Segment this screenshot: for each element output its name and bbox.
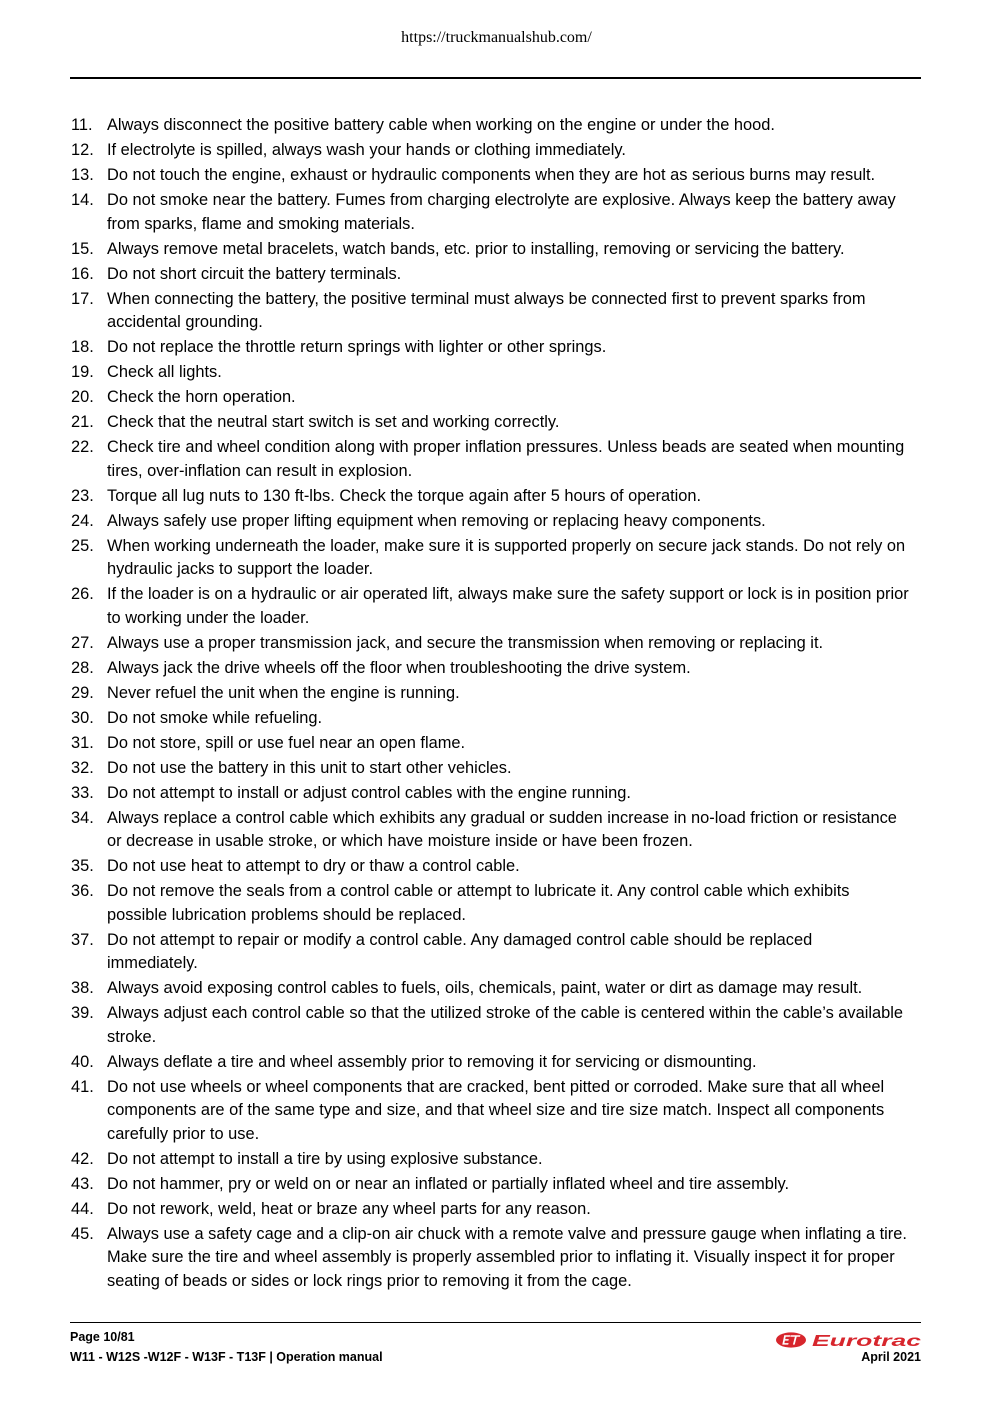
item-text-line: Always adjust each control cable so that the utilized stroke of the cable is centered within the cable’s available: [107, 1004, 904, 1022]
header-divider: [70, 77, 921, 79]
item-number: 32.: [71, 758, 94, 777]
list-item: [71, 189, 921, 236]
list-item: [71, 263, 921, 287]
item-text: [107, 535, 919, 582]
item-text-line: Always use a safety cage and a clip-on air chuck with a remote valve and pressure gauge when inflating a tire.: [107, 1224, 907, 1243]
list-item: [71, 238, 921, 262]
list-item: [71, 164, 921, 188]
item-number: 26.: [71, 585, 94, 603]
header-url: https://truckmanualshub.com/: [401, 29, 592, 46]
item-text-line: Do not remove the seals from a control cable or attempt to lubricate it. Any control cable which exhibits: [107, 882, 850, 900]
item-number: 18.: [71, 338, 94, 356]
item-text: [107, 657, 919, 681]
list-item: [71, 707, 921, 731]
item-text-line: Do not smoke while refueling.: [107, 708, 323, 727]
item-text-line: Do not use wheels or wheel components that are cracked, bent pitted or corroded. Make sure that all wheel: [107, 1077, 885, 1096]
list-item: [71, 583, 921, 630]
item-text-line: Always remove metal bracelets, watch bands, etc. prior to installing, removing or servicing the battery.: [107, 239, 845, 258]
item-number: 33.: [71, 783, 94, 802]
item-text-line: Check tire and wheel condition along with proper inflation pressures. Unless beads are seated when mounting: [107, 438, 905, 456]
item-number: 35.: [71, 857, 94, 875]
list-item: [71, 1148, 921, 1172]
item-text-line: Never refuel the unit when the engine is running.: [107, 683, 460, 702]
item-number: 23.: [71, 486, 94, 505]
item-number: 30.: [71, 708, 94, 727]
item-text-line: Do not attempt to repair or modify a control cable. Any damaged control cable should be replaced: [107, 930, 813, 949]
item-text-line: to working under the loader.: [107, 608, 310, 627]
document-title: W11 - W12S -W12F - W13F - T13F | Operation manual: [70, 1350, 383, 1364]
item-number: 12.: [71, 141, 94, 159]
item-text: [107, 361, 919, 385]
item-text-line: Always avoid exposing control cables to fuels, oils, chemicals, paint, water or dirt as damage may result.: [107, 979, 863, 997]
item-text: [107, 632, 919, 656]
list-item: [71, 114, 921, 138]
item-number: 31.: [71, 733, 94, 752]
list-item: [71, 855, 921, 879]
item-text-line: Do not use the battery in this unit to start other vehicles.: [107, 758, 512, 777]
item-text: [107, 782, 919, 806]
item-number: 29.: [71, 683, 94, 702]
list-item: [71, 1076, 921, 1147]
item-text-line: If the loader is on a hydraulic or air operated lift, always make sure the safety support or lock is in position prior: [107, 585, 909, 603]
item-number: 16.: [71, 264, 94, 283]
list-item: [71, 1002, 921, 1049]
item-text: [107, 682, 919, 706]
item-text: [107, 238, 919, 262]
item-number: 38.: [71, 979, 94, 997]
item-number: 20.: [71, 388, 94, 406]
item-number: 22.: [71, 438, 94, 456]
item-number: 41.: [71, 1077, 94, 1096]
list-item: [71, 1173, 921, 1197]
list-item: [71, 782, 921, 806]
list-item: [71, 757, 921, 781]
list-item: [71, 1223, 921, 1294]
item-text: [107, 189, 919, 236]
item-number: 27.: [71, 633, 94, 652]
eurotrac-oval-mark-icon: [776, 1332, 806, 1347]
item-text-line: When connecting the battery, the positive terminal must always be connected first to prevent sparks from: [107, 289, 866, 308]
item-text: [107, 732, 919, 756]
item-text: [107, 757, 919, 781]
item-number: 17.: [71, 289, 94, 308]
list-item: [71, 977, 921, 1001]
item-text-line: When working underneath the loader, make sure it is supported properly on secure jack stands. Do not rely on: [107, 536, 906, 555]
item-text-line: Always deflate a tire and wheel assembly prior to removing it for servicing or dismounting.: [107, 1052, 757, 1071]
item-number: 24.: [71, 511, 94, 530]
item-text-line: Always safely use proper lifting equipment when removing or replacing heavy components.: [107, 511, 766, 530]
list-item: [71, 732, 921, 756]
item-number: 40.: [71, 1052, 94, 1071]
item-number: 21.: [71, 413, 94, 431]
item-text-line: If electrolyte is spilled, always wash your hands or clothing immediately.: [107, 141, 626, 159]
list-item: [71, 807, 921, 854]
item-text-line: seating of beads or sides or lock rings prior to removing it from the cage.: [107, 1271, 632, 1290]
list-item: [71, 436, 921, 483]
list-item: [71, 682, 921, 706]
item-text: [107, 707, 919, 731]
item-text-line: Always disconnect the positive battery cable when working on the engine or under the hood.: [107, 116, 775, 134]
logo-wordmark: Eurotrac: [812, 1333, 922, 1349]
item-text-line: Check the horn operation.: [107, 388, 296, 406]
list-item: [71, 1051, 921, 1075]
item-text-line: Do not rework, weld, heat or braze any wheel parts for any reason.: [107, 1199, 591, 1218]
item-number: 45.: [71, 1224, 94, 1243]
item-text-line: possible lubrication problems should be replaced.: [107, 905, 466, 924]
footer-divider: [70, 1322, 921, 1323]
item-text-line: tires, over-inflation can result in explosion.: [107, 461, 413, 480]
list-item: [71, 361, 921, 385]
list-item: [71, 386, 921, 410]
list-item: [71, 510, 921, 534]
list-item: [71, 1198, 921, 1222]
item-text-line: components are of the same type and size, and that wheel size and tire size match. Inspect all components: [107, 1101, 885, 1119]
item-text: [107, 1051, 919, 1075]
list-item: [71, 880, 921, 927]
item-text-line: Do not hammer, pry or weld on or near an inflated or partially inflated wheel and tire assembly.: [107, 1174, 790, 1193]
item-text-line: hydraulic jacks to support the loader.: [107, 560, 374, 578]
item-number: 11.: [71, 116, 93, 134]
item-number: 37.: [71, 930, 94, 949]
list-item: [71, 139, 921, 163]
item-text: [107, 880, 919, 927]
item-text: [107, 929, 919, 976]
item-text-line: Always replace a control cable which exhibits any gradual or sudden increase in no-load friction or resistance: [107, 808, 897, 827]
item-text: [107, 1223, 919, 1294]
item-text-line: Torque all lug nuts to 130 ft-lbs. Check the torque again after 5 hours of operation.: [107, 486, 702, 505]
item-text: [107, 411, 919, 435]
item-number: 34.: [71, 808, 94, 827]
item-text-line: Do not attempt to install a tire by using explosive substance.: [107, 1149, 543, 1168]
item-text-line: Do not short circuit the battery terminals.: [107, 264, 402, 283]
item-text-line: Always use a proper transmission jack, and secure the transmission when removing or replacing it.: [107, 633, 824, 652]
item-text: [107, 510, 919, 534]
item-text-line: carefully prior to use.: [107, 1124, 260, 1143]
item-text: [107, 336, 919, 360]
item-number: 25.: [71, 536, 94, 555]
item-text: [107, 1173, 919, 1197]
list-item: [71, 632, 921, 656]
item-text: [107, 807, 919, 854]
item-text: [107, 164, 919, 188]
item-number: 42.: [71, 1149, 94, 1168]
item-text: [107, 1076, 919, 1147]
item-text-line: Do not attempt to install or adjust control cables with the engine running.: [107, 783, 631, 802]
item-text-line: Check all lights.: [107, 363, 222, 381]
item-number: 19.: [71, 363, 94, 381]
list-item: [71, 535, 921, 582]
item-text: [107, 583, 919, 630]
item-number: 36.: [71, 882, 94, 900]
item-text-line: Do not replace the throttle return springs with lighter or other springs.: [107, 338, 607, 356]
item-text-line: stroke.: [107, 1027, 157, 1046]
item-text: [107, 977, 919, 1001]
item-text: [107, 386, 919, 410]
item-text: [107, 288, 919, 335]
safety-instruction-list: [71, 114, 921, 1295]
item-text-line: Do not smoke near the battery. Fumes from charging electrolyte are explosive. Always keep the battery away: [107, 191, 896, 209]
item-number: 13.: [71, 166, 94, 184]
item-text-line: Do not use heat to attempt to dry or thaw a control cable.: [107, 857, 520, 875]
item-text: [107, 436, 919, 483]
item-text-line: accidental grounding.: [107, 313, 263, 331]
item-text-line: Make sure the tire and wheel assembly is properly assembled prior to inflating it. Visually inspect it for proper: [107, 1248, 895, 1266]
item-text: [107, 263, 919, 287]
item-number: 39.: [71, 1004, 94, 1022]
item-text-line: immediately.: [107, 954, 198, 972]
list-item: [71, 336, 921, 360]
eurotrac-logo: [776, 1331, 922, 1349]
list-item: [71, 657, 921, 681]
item-text: [107, 1148, 919, 1172]
list-item: [71, 929, 921, 976]
page-number: Page 10/81: [70, 1330, 135, 1344]
item-number: 15.: [71, 239, 94, 258]
item-text-line: Do not store, spill or use fuel near an open flame.: [107, 733, 466, 752]
item-text-line: Always jack the drive wheels off the floor when troubleshooting the drive system.: [107, 658, 691, 677]
item-text: [107, 485, 919, 509]
item-text-line: Do not touch the engine, exhaust or hydraulic components when they are hot as serious burns may result.: [107, 166, 876, 184]
item-number: 28.: [71, 658, 94, 677]
item-number: 14.: [71, 191, 94, 209]
item-text: [107, 1198, 919, 1222]
publication-date: April 2021: [861, 1350, 921, 1364]
item-text-line: from sparks, flame and smoking materials.: [107, 214, 415, 233]
item-text-line: or decrease in usable stroke, or which have moisture inside or have been frozen.: [107, 832, 693, 850]
list-item: [71, 411, 921, 435]
item-text: [107, 1002, 919, 1049]
item-number: 44.: [71, 1199, 94, 1218]
item-text-line: Check that the neutral start switch is set and working correctly.: [107, 413, 560, 431]
item-number: 43.: [71, 1174, 94, 1193]
list-item: [71, 485, 921, 509]
item-text: [107, 114, 919, 138]
item-text: [107, 855, 919, 879]
list-item: [71, 288, 921, 335]
item-text: [107, 139, 919, 163]
